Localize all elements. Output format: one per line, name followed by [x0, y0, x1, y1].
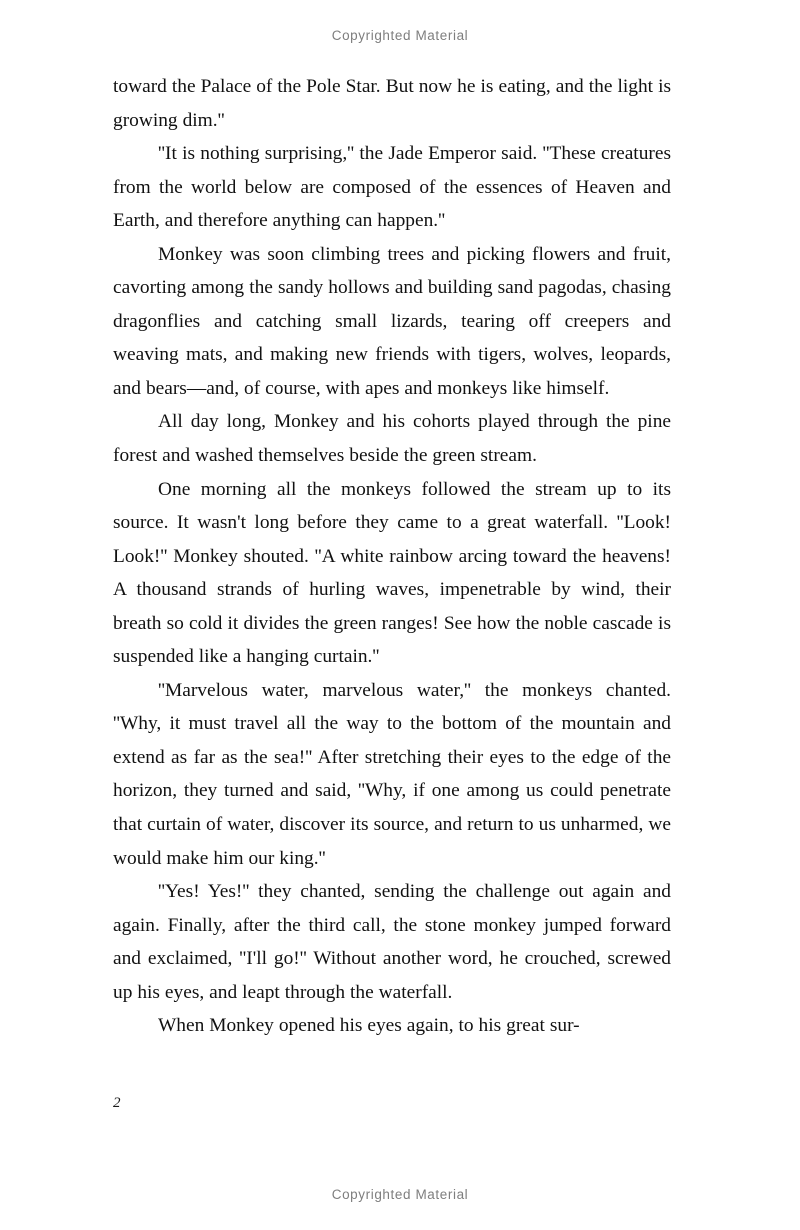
page-number: 2: [113, 1095, 121, 1111]
paragraph: toward the Palace of the Pole Star. But now he is eating, and the light is growing dim.'': [113, 76, 671, 131]
paragraph: All day long, Monkey and his cohorts played through the pine forest and washed themselves beside the green stream.: [113, 411, 671, 467]
body-text-block: [113, 70, 671, 1043]
paragraph: ''It is nothing surprising,'' the Jade Emperor said. ''These creatures from the world below are composed of the essences of Heaven and Earth, and therefore anything can happen.'': [113, 143, 671, 232]
paragraph: When Monkey opened his eyes again, to his great sur-: [158, 1015, 580, 1037]
watermark-top: Copyrighted Material: [331, 28, 469, 43]
paragraph: ''Yes! Yes!'' they chanted, sending the challenge out again and again. Finally, after the third call, the stone monkey jumped forward and exclaimed, ''I'll go!'' Without another word, he crouched, screwed up his eyes, and leapt through the waterfall.: [113, 881, 671, 1003]
paragraph: One morning all the monkeys followed the stream up to its source. It wasn't long before they came to a great waterfall. ''Look! Look!'' Monkey shouted. ''A white rainbow arcing toward the heavens! A thousand strands of hurling waves, impenetrable by wind, their breath so cold it divides the green ranges! See how the noble cascade is suspended like a hanging curtain.'': [113, 478, 671, 668]
paragraph: ''Marvelous water, marvelous water,'' the monkeys chanted. ''Why, it must travel all the way to the bottom of the mountain and extend as far as the sea!'' After stretching their eyes to the edge of the horizon, they turned and said, ''Why, if one among us could penetrate that curtain of water, discover its source, and return to us unharmed, we would make him our king.'': [113, 679, 671, 869]
watermark-bottom: Copyrighted Material: [331, 1187, 469, 1202]
paragraph: Monkey was soon climbing trees and picking flowers and fruit, cavorting among the sandy hollows and building sand pagodas, chasing dragonflies and catching small lizards, tearing off creepers and weaving mats, and making new friends with tigers, wolves, leopards, and bears—and, of course, with apes and monkeys like himself.: [113, 243, 671, 399]
